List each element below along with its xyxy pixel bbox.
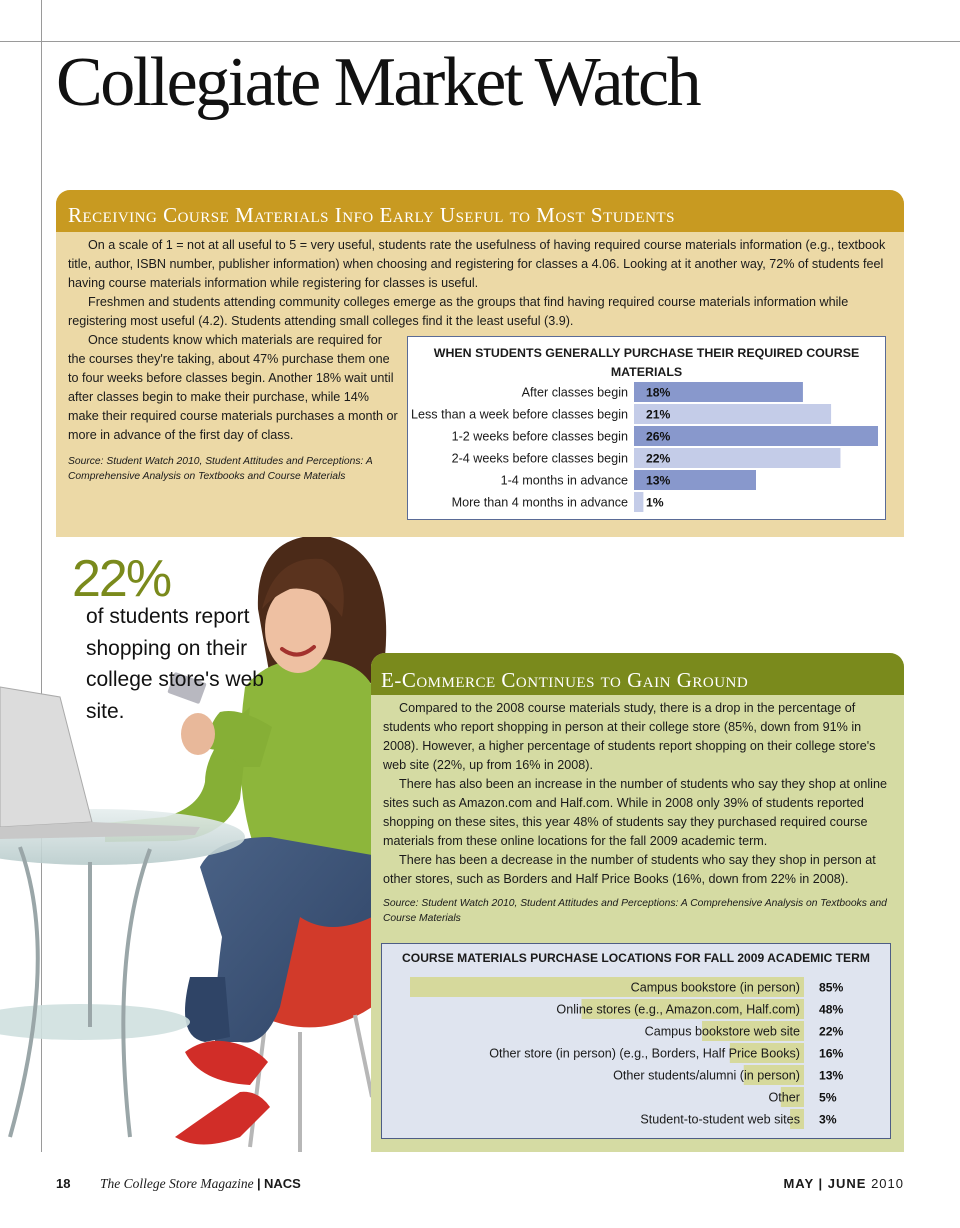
page-title: Collegiate Market Watch (56, 44, 700, 121)
purchase-timing-category-label: After classes begin (521, 385, 628, 400)
callout-text: of students report shopping on their college store's web site. (86, 605, 264, 723)
purchase-timing-chart-title: WHEN STUDENTS GENERALLY PURCHASE THEIR REQUIRED COURSE MATERIALS (433, 346, 860, 379)
footer-page-number: 18 (56, 1176, 71, 1191)
purchase-timing-category-label: 1-2 weeks before classes begin (451, 429, 628, 444)
callout-percent: 22% (72, 550, 171, 608)
footer-month: MAY | JUNE (783, 1176, 867, 1191)
section2-paragraph-1: Compared to the 2008 course materials study, there is a drop in the percentage of students who report shopping in person at their college store (85%, down from 91% in 2008). However, a higher percentage of students report shopping on their college store's web site (22%, up from 16% in 2008). (383, 701, 876, 772)
section1-paragraph-2: Freshmen and students attending community colleges emerge as the groups that find having required course materials information while registering most useful (4.2). Students attending small colleges find it the least useful (3.9). (68, 295, 849, 328)
purchase-timing-value-label: 21% (646, 407, 671, 422)
purchase-timing-value-label: 22% (646, 451, 671, 466)
purchase-timing-value-label: 26% (646, 429, 671, 444)
purchase-timing-category-label: 1-4 months in advance (500, 473, 628, 488)
purchase-timing-category-label: More than 4 months in advance (451, 495, 628, 510)
section1-body (68, 236, 898, 331)
top-rule (0, 41, 960, 42)
footer-year: 2010 (871, 1176, 904, 1191)
purchase-location-value-label: 13% (819, 1068, 844, 1083)
purchase-timing-bar (634, 426, 878, 446)
purchase-timing-bar (634, 492, 643, 512)
purchase-location-category-label: Campus bookstore (in person) (630, 980, 800, 995)
footer-issue-date (783, 1176, 904, 1191)
section1-heading: Receiving Course Materials Info Early Useful to Most Students (56, 190, 904, 232)
section2-source: Source: Student Watch 2010, Student Attitudes and Perceptions: A Comprehensive Analysis on Textbooks and Course Materials (383, 898, 887, 924)
section2-paragraph-3: There has been a decrease in the number of students who say they shop in person at other stores, such as Borders and Half Price Books (16%, down from 22% in 2008). (383, 853, 876, 886)
section1-column (68, 331, 398, 484)
purchase-location-value-label: 3% (819, 1112, 837, 1127)
section2-heading: E-Commerce Continues to Gain Ground (371, 653, 904, 695)
section1-source: Source: Student Watch 2010, Student Attitudes and Perceptions: A Comprehensive Analysis on Textbooks and Course Materials (68, 456, 373, 482)
section2-body (383, 699, 897, 926)
purchase-locations-chart-svg (382, 944, 889, 1137)
purchase-location-value-label: 22% (819, 1024, 844, 1039)
purchase-timing-value-label: 18% (646, 385, 671, 400)
section1-paragraph-3: Once students know which materials are required for the courses they're taking, about 47% purchase them one to four weeks before classes begin. Another 18% wait until after classes begin to make their purchase, while 14% make their required course materials purchases a month or more in advance of the first day of class. (68, 333, 398, 442)
purchase-location-category-label: Student-to-student web sites (640, 1112, 800, 1127)
purchase-location-category-label: Other students/alumni (in person) (613, 1068, 800, 1083)
section1-paragraph-1: On a scale of 1 = not at all useful to 5 = very useful, students rate the usefulness of having required course materials information (e.g., textbook title, author, ISBN number, publisher information) when choosing and registering for classes a 4.06. Looking at it another way, 72% of students feel having course materials information while registering for classes is useful. (68, 238, 886, 290)
footer-magazine (100, 1176, 301, 1192)
purchase-location-value-label: 48% (819, 1002, 844, 1017)
purchase-location-value-label: 16% (819, 1046, 844, 1061)
purchase-location-category-label: Online stores (e.g., Amazon.com, Half.com) (556, 1002, 800, 1017)
purchase-locations-chart-title: COURSE MATERIALS PURCHASE LOCATIONS FOR FALL 2009 ACADEMIC TERM (402, 951, 870, 965)
purchase-timing-chart-svg (408, 337, 884, 518)
footer-org: NACS (264, 1176, 301, 1191)
footer-separator: | (256, 1176, 261, 1191)
purchase-location-category-label: Other store (in person) (e.g., Borders, Half Price Books) (489, 1046, 800, 1061)
purchase-timing-chart (407, 336, 886, 520)
purchase-location-category-label: Campus bookstore web site (644, 1024, 800, 1039)
purchase-locations-chart (381, 943, 891, 1139)
section2-paragraph-2: There has also been an increase in the number of students who say they shop at online sites such as Amazon.com and Half.com. While in 2008 only 39% of students reported shopping on these sites, this year 48% of students say they purchased required course materials from these online locations for the fall 2009 academic term. (383, 777, 887, 848)
purchase-location-value-label: 5% (819, 1090, 837, 1105)
purchase-timing-category-label: Less than a week before classes begin (410, 407, 628, 422)
purchase-timing-category-label: 2-4 weeks before classes begin (451, 451, 628, 466)
purchase-location-value-label: 85% (819, 980, 844, 995)
purchase-timing-value-label: 13% (646, 473, 671, 488)
footer-magazine-name: The College Store Magazine (100, 1176, 254, 1191)
purchase-location-category-label: Other (768, 1090, 800, 1105)
purchase-timing-value-label: 1% (646, 495, 664, 510)
